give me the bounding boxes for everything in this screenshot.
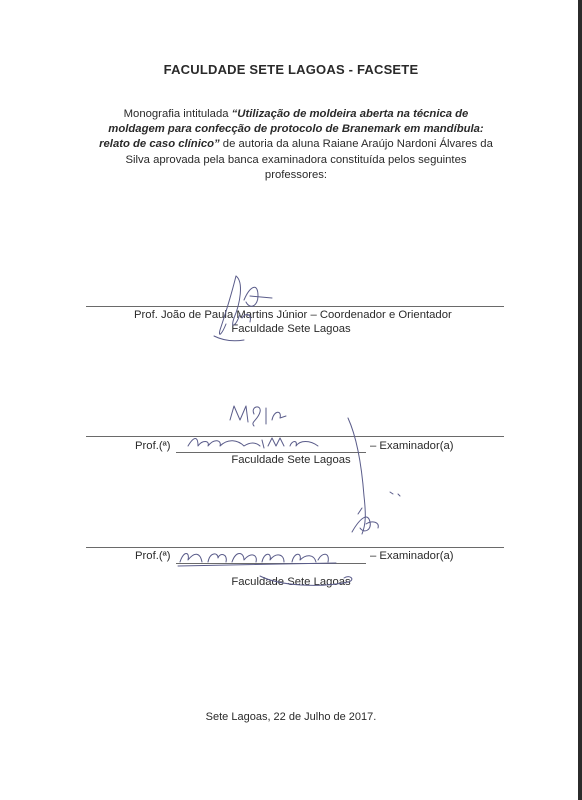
monograph-title: “Utilização de moldeira aberta na técnica de moldagem para confecção de protocolo de Branemark em mandíbula: relato de caso clínico” (99, 108, 484, 151)
examiner2-signature-line (86, 547, 504, 548)
scan-edge (578, 0, 582, 800)
page-title: FACULDADE SETE LAGOAS - FACSETE (163, 62, 419, 77)
examiner1-signature-line (86, 436, 504, 437)
examiner2-role: – Examinador(a) (370, 550, 454, 562)
examiner2-prefix: Prof.(ª) (135, 550, 171, 562)
coordinator-institution: Faculdade Sete Lagoas (231, 323, 351, 335)
pen-dot-mark (390, 492, 400, 496)
examiner1-institution: Faculdade Sete Lagoas (231, 454, 351, 466)
coordinator-name: Prof. João de Paula Martins Júnior – Coordenador e Orientador (134, 309, 452, 321)
approval-statement (98, 107, 494, 183)
intro-suffix: de autoria da aluna Raiane Araújo Nardoni Álvares da Silva aprovada pela banca examinadora constituída pelos seguintes professores: (125, 138, 493, 181)
intro-prefix: Monografia intitulada (123, 108, 232, 120)
examiner1-role: – Examinador(a) (370, 440, 454, 452)
examiner1-name-line (176, 452, 366, 453)
examiner1-prefix: Prof.(ª) (135, 440, 171, 452)
examiner2-name-line (176, 563, 366, 564)
coordinator-signature-line (86, 306, 504, 307)
examiner2-institution: Faculdade Sete Lagoas (231, 576, 351, 588)
approval-date: Sete Lagoas, 22 de Julho de 2017. (205, 711, 377, 723)
examiner1-signature (188, 406, 318, 448)
